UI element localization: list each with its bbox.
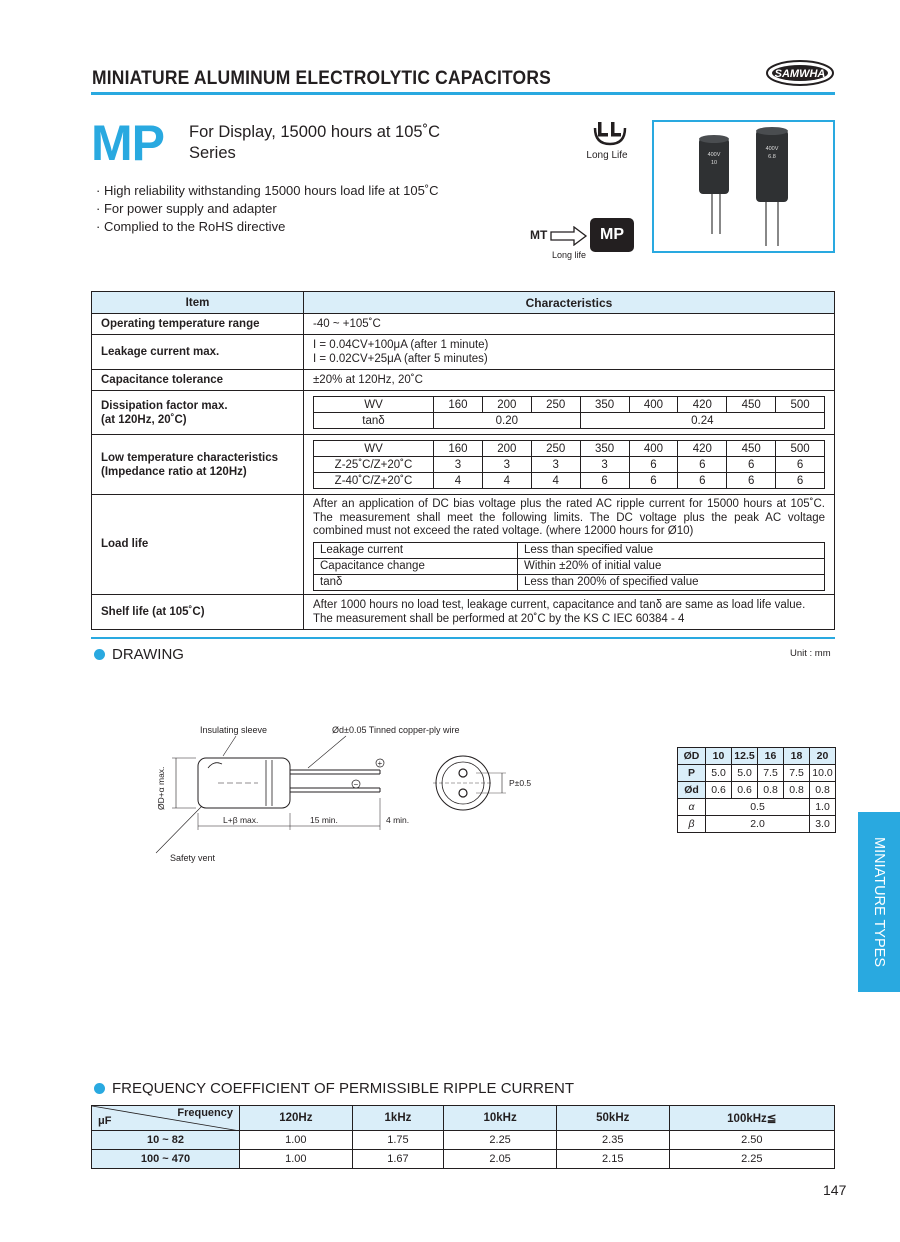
ripple-corner-cell	[92, 1106, 240, 1131]
drawing-title	[94, 646, 184, 663]
load-life-value: Less than 200% of specified value	[518, 574, 825, 590]
dim-cell: 0.6	[706, 782, 732, 799]
dim-cell: 5.0	[706, 765, 732, 782]
lt-z40-cell: 6	[629, 473, 678, 489]
lt-z25-cell: 3	[482, 457, 531, 473]
label-pitch: P±0.5	[509, 778, 532, 788]
ripple-value: 2.35	[556, 1131, 669, 1150]
ripple-value: 2.25	[669, 1150, 834, 1169]
df-wv-cell: 500	[776, 397, 825, 413]
flow-to-badge: MP	[590, 218, 634, 252]
lt-wv-cell: 400	[629, 441, 678, 457]
label-lead: 15 min.	[310, 815, 338, 825]
series-code: MP	[91, 115, 164, 171]
dim-cell: 20	[810, 748, 836, 765]
lt-wv-cell: 450	[727, 441, 776, 457]
df-wv-row	[314, 397, 825, 413]
dim-label: ØD	[678, 748, 706, 765]
df-tan-label: tanδ	[314, 413, 434, 429]
page-title: MINIATURE ALUMINUM ELECTROLYTIC CAPACITORS	[92, 68, 551, 89]
spec-item-line: Dissipation factor max.	[101, 399, 228, 412]
load-life-row	[314, 542, 825, 558]
load-life-key: Leakage current	[314, 542, 518, 558]
photo-label: 10	[710, 160, 718, 166]
spec-row-leakage	[92, 335, 835, 370]
load-life-text: After an application of DC bias voltage plus the rated AC ripple current for 15000 hours at 105˚C. The measurement shall meet the following limits. The DC voltage plus the peak AC voltage combined must not exceed the rated voltage. (where 12000 hours for Ø10)	[313, 498, 825, 537]
dim-cell: 3.0	[810, 816, 836, 833]
dim-cell: 7.5	[758, 765, 784, 782]
spec-value: ±20% at 120Hz, 20˚C	[304, 370, 835, 391]
shelf-line: After 1000 hours no load test, leakage current, capacitance and tanδ are same as load life value.	[313, 598, 806, 611]
dim-label: P	[678, 765, 706, 782]
ripple-value: 1.75	[352, 1131, 444, 1150]
samwha-logo	[765, 59, 835, 87]
spec-value	[304, 435, 835, 495]
lt-z40-cell: 4	[531, 473, 580, 489]
ripple-table	[91, 1105, 835, 1169]
polarity-plus: +	[377, 759, 383, 768]
load-life-row	[314, 574, 825, 590]
ripple-freq-header: 1kHz	[352, 1106, 444, 1131]
ripple-range: 10 ~ 82	[92, 1131, 240, 1150]
spec-row-dissipation	[92, 391, 835, 435]
load-life-row	[314, 558, 825, 574]
spec-item: Operating temperature range	[92, 314, 304, 335]
df-wv-cell: 160	[434, 397, 483, 413]
ripple-title	[94, 1080, 574, 1097]
long-life-symbol: LL	[610, 128, 612, 129]
lt-z40-cell: 4	[482, 473, 531, 489]
ripple-value: 2.05	[444, 1150, 557, 1169]
drawing-title-text: DRAWING	[112, 646, 184, 663]
lt-z40-cell: 6	[580, 473, 629, 489]
dim-cell: 0.6	[732, 782, 758, 799]
dim-label: α	[678, 799, 706, 816]
spec-value	[304, 391, 835, 435]
header-rule	[91, 92, 835, 95]
lt-z40-cell: 6	[776, 473, 825, 489]
spec-row-load-life	[92, 495, 835, 595]
series-flow	[530, 218, 640, 262]
bullet-icon	[94, 649, 105, 660]
spec-header-characteristics: Characteristics	[304, 292, 835, 314]
lt-wv-cell: 420	[678, 441, 727, 457]
df-wv-cell: 250	[531, 397, 580, 413]
capacitor-drawing	[148, 718, 548, 868]
lt-z25-label: Z-25˚C/Z+20˚C	[314, 457, 434, 473]
lt-z40-cell: 6	[727, 473, 776, 489]
ripple-value: 1.67	[352, 1150, 444, 1169]
lt-z25-cell: 6	[727, 457, 776, 473]
section-rule	[91, 637, 835, 639]
spec-value	[304, 335, 835, 370]
lowtemp-table	[313, 440, 825, 489]
dim-cell: 10	[706, 748, 732, 765]
long-life-icon	[592, 120, 628, 148]
leakage-line: I = 0.02CV+25μA (after 5 minutes)	[313, 353, 488, 365]
ripple-freq-header: 120Hz	[240, 1106, 353, 1131]
dim-row-alpha	[678, 799, 836, 816]
ripple-value: 1.00	[240, 1150, 353, 1169]
lt-wv-cell: 350	[580, 441, 629, 457]
lt-wv-cell: 200	[482, 441, 531, 457]
series-description-line2: Series	[189, 144, 236, 162]
spec-value	[304, 594, 835, 629]
spec-item-line: Low temperature characteristics	[101, 451, 279, 464]
ripple-freq-header: 10kHz	[444, 1106, 557, 1131]
dim-cell: 10.0	[810, 765, 836, 782]
ripple-header-row	[92, 1106, 835, 1131]
dim-cell: 16	[758, 748, 784, 765]
logo-text: SAMWHA	[774, 68, 826, 80]
feature-list	[96, 182, 439, 236]
lt-z40-row	[314, 473, 825, 489]
ripple-freq-header: 50kHz	[556, 1106, 669, 1131]
ripple-range: 100 ~ 470	[92, 1150, 240, 1169]
spec-header-row	[92, 292, 835, 314]
ripple-value: 2.15	[556, 1150, 669, 1169]
df-wv-cell: 350	[580, 397, 629, 413]
ripple-value: 2.50	[669, 1131, 834, 1150]
spec-item-line: (Impedance ratio at 120Hz)	[101, 465, 247, 478]
lt-z25-cell: 6	[629, 457, 678, 473]
series-description	[189, 122, 440, 164]
dim-label: Ød	[678, 782, 706, 799]
lt-z25-row	[314, 457, 825, 473]
bullet-icon	[94, 1083, 105, 1094]
shelf-line: The measurement shall be performed at 20˚C by the KS C IEC 60384 - 4	[313, 612, 685, 625]
load-life-table	[313, 542, 825, 591]
unit-label: Unit : mm	[790, 648, 831, 659]
spec-item: Capacitance tolerance	[92, 370, 304, 391]
ripple-corner-uf: μF	[98, 1115, 112, 1127]
photo-label: 6.8	[768, 154, 776, 160]
product-photo	[652, 120, 835, 253]
lt-wv-row	[314, 441, 825, 457]
lt-z25-cell: 3	[580, 457, 629, 473]
df-wv-cell: 400	[629, 397, 678, 413]
dim-cell: 1.0	[810, 799, 836, 816]
dim-cell: 0.5	[706, 799, 810, 816]
ripple-row	[92, 1150, 835, 1169]
ripple-title-text: FREQUENCY COEFFICIENT OF PERMISSIBLE RIPPLE CURRENT	[112, 1080, 575, 1097]
dim-row-beta	[678, 816, 836, 833]
df-wv-label: WV	[314, 397, 434, 413]
label-vent: Safety vent	[170, 853, 216, 863]
lt-z25-cell: 6	[678, 457, 727, 473]
ripple-value: 1.00	[240, 1131, 353, 1150]
feature-item: · Complied to the RoHS directive	[96, 219, 286, 234]
label-wire: Ød±0.05 Tinned copper-ply wire	[332, 725, 460, 735]
load-life-key: Capacitance change	[314, 558, 518, 574]
spec-table	[91, 291, 835, 630]
spec-row-lowtemp	[92, 435, 835, 495]
spec-value	[304, 495, 835, 595]
dim-cell: 0.8	[810, 782, 836, 799]
spec-row-shelf-life	[92, 594, 835, 629]
long-life-badge	[588, 120, 632, 166]
spec-value: -40 ~ +105˚C	[304, 314, 835, 335]
dimension-table	[677, 747, 836, 833]
flow-from-label: MT	[530, 228, 548, 242]
ripple-value: 2.25	[444, 1131, 557, 1150]
spec-header-item: Item	[92, 292, 304, 314]
lt-z40-label: Z-40˚C/Z+20˚C	[314, 473, 434, 489]
dim-row-od	[678, 748, 836, 765]
dim-cell: 0.8	[758, 782, 784, 799]
df-tan-cell: 0.20	[434, 413, 581, 429]
capacitor-photo-icon	[654, 122, 833, 251]
spec-row-operating-temp	[92, 314, 835, 335]
flow-caption: Long life	[552, 250, 587, 260]
dim-cell: 18	[784, 748, 810, 765]
lt-z40-cell: 4	[434, 473, 483, 489]
long-life-caption: Long Life	[586, 150, 628, 161]
label-length: L+β max.	[223, 815, 259, 825]
lt-wv-cell: 500	[776, 441, 825, 457]
photo-label: 400V	[765, 146, 779, 152]
lt-wv-label: WV	[314, 441, 434, 457]
arrow-right-icon	[550, 226, 588, 246]
spec-row-cap-tolerance	[92, 370, 835, 391]
load-life-value: Within ±20% of initial value	[518, 558, 825, 574]
load-life-value: Less than specified value	[518, 542, 825, 558]
dim-cell: 2.0	[706, 816, 810, 833]
df-wv-cell: 450	[727, 397, 776, 413]
spec-item: Load life	[92, 495, 304, 595]
dim-label: β	[678, 816, 706, 833]
dim-cell: 7.5	[784, 765, 810, 782]
label-tip: 4 min.	[386, 815, 410, 825]
side-tab-label: MINIATURE TYPES	[871, 837, 887, 967]
label-sleeve: Insulating sleeve	[200, 725, 268, 735]
ripple-row	[92, 1131, 835, 1150]
dim-row-d	[678, 782, 836, 799]
lt-wv-cell: 250	[531, 441, 580, 457]
spec-item	[92, 391, 304, 435]
dim-cell: 0.8	[784, 782, 810, 799]
lt-z25-cell: 3	[434, 457, 483, 473]
spec-item: Shelf life (at 105˚C)	[92, 594, 304, 629]
lt-wv-cell: 160	[434, 441, 483, 457]
load-life-key: tanδ	[314, 574, 518, 590]
ripple-corner-frequency: Frequency	[177, 1107, 233, 1119]
label-diameter: ØD+α max.	[156, 766, 166, 810]
df-tan-cell: 0.24	[580, 413, 824, 429]
feature-item: · High reliability withstanding 15000 hours load life at 105˚C	[96, 183, 439, 198]
df-tan-row	[314, 413, 825, 429]
dim-cell: 12.5	[732, 748, 758, 765]
feature-item: · For power supply and adapter	[96, 201, 277, 216]
page-number: 147	[823, 1182, 847, 1198]
dim-row-p	[678, 765, 836, 782]
dim-cell: 5.0	[732, 765, 758, 782]
spec-item-line: (at 120Hz, 20˚C)	[101, 413, 187, 426]
series-description-line1: For Display, 15000 hours at 105˚C	[189, 123, 440, 141]
leakage-line: I = 0.04CV+100μA (after 1 minute)	[313, 339, 489, 351]
lt-z25-cell: 3	[531, 457, 580, 473]
spec-item: Leakage current max.	[92, 335, 304, 370]
side-tab	[858, 812, 900, 992]
photo-label: 400V	[707, 152, 721, 158]
ripple-freq-header: 100kHz≦	[669, 1106, 834, 1131]
dissipation-table	[313, 396, 825, 429]
spec-item	[92, 435, 304, 495]
polarity-minus: −	[353, 780, 359, 789]
lt-z25-cell: 6	[776, 457, 825, 473]
lt-z40-cell: 6	[678, 473, 727, 489]
df-wv-cell: 200	[482, 397, 531, 413]
df-wv-cell: 420	[678, 397, 727, 413]
